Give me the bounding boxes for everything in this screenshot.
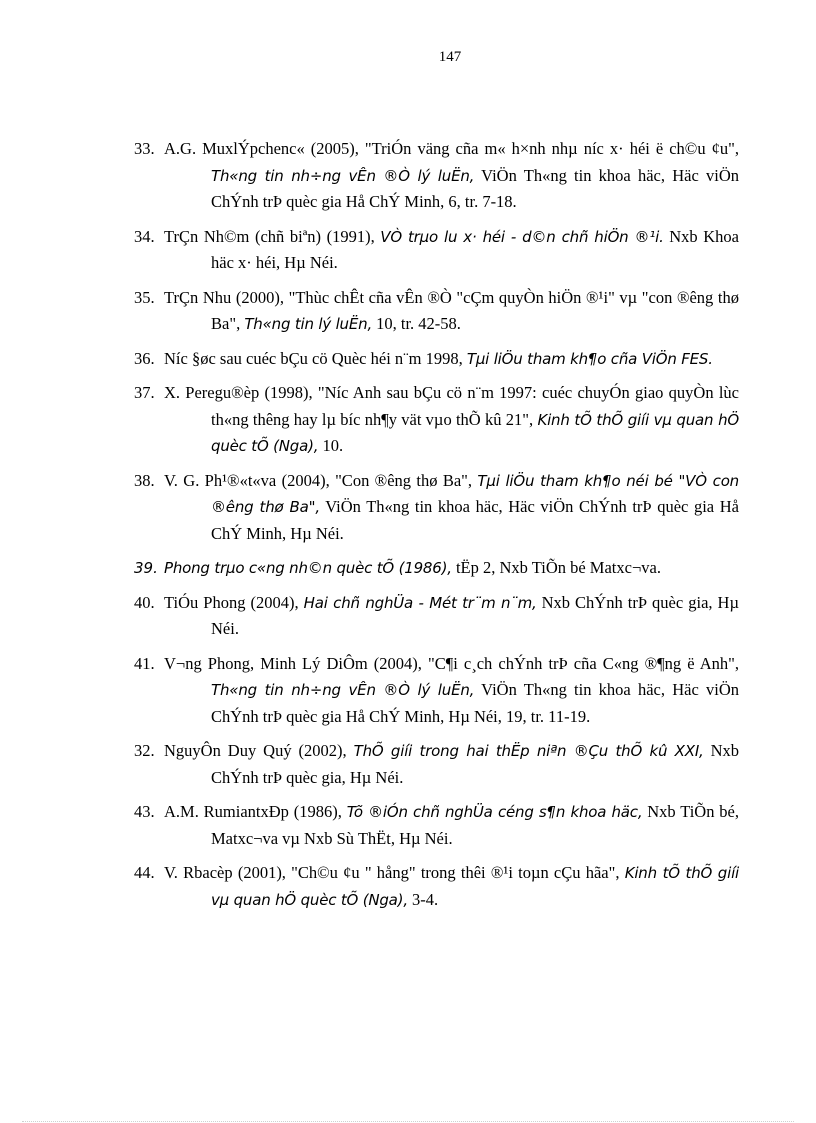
reference-entry: [134, 136, 739, 216]
reference-text: NguyÔn Duy Quý (2002),: [164, 741, 354, 760]
reference-entry: [134, 380, 739, 460]
reference-number: 32.: [134, 741, 155, 760]
reference-text: A.M. RumiantxÐp (1986),: [164, 802, 347, 821]
reference-entry: [134, 285, 739, 338]
reference-title-italic: Th«ng tin nh÷ng vÊn ®Ò lý luËn,: [211, 166, 475, 185]
reference-number: 38.: [134, 470, 155, 490]
reference-text: ViÖn Th«ng tin khoa häc, Häc viÖn ChÝnh trÞ quèc gia Hå ChÝ Minh, Hµ Néi.: [211, 497, 739, 543]
reference-title-italic: VÒ trµo lu x· héi - d©n chñ hiÖn ®¹i.: [380, 227, 664, 246]
reference-text: Nxb TiÕn bé, Matxc¬va vµ Nxb Sù ThËt, Hµ Néi.: [211, 802, 739, 848]
reference-number: 39.: [134, 559, 158, 577]
reference-number: 43.: [134, 802, 155, 821]
reference-text: X. Peregu®èp (1998), "Níc Anh sau bÇu cö n¨m 1997: cuéc chuyÓn giao quyÒn lùc th«ng thêng hay lµ bíc nh¶y vät vµo thÕ kû 21",: [164, 383, 739, 429]
reference-title-italic: Kinh tÕ thÕ giíi vµ quan hÖ quèc tÕ (Nga),: [211, 410, 740, 455]
reference-title-italic: Tõ ®iÓn chñ nghÜa céng s¶n khoa häc,: [346, 803, 643, 821]
reference-text: ViÖn Th«ng tin khoa häc, Häc viÖn ChÝnh trÞ quèc gia Hå ChÝ Minh, Hµ Néi, 19, tr. 11-19.: [211, 680, 739, 726]
reference-number: 33.: [134, 139, 155, 158]
reference-entry: [134, 651, 739, 731]
reference-text: TrÇn Nhu (2000), "Thùc chÊt cña vÊn ®Ò "cÇm quyÒn hiÖn ®¹i" vµ "con ®êng thø Ba",: [164, 287, 739, 333]
reference-entry: [134, 224, 739, 277]
reference-number: 35.: [134, 287, 155, 307]
reference-text: Nxb ChÝnh trÞ quèc gia, Hµ Néi.: [211, 592, 739, 638]
reference-title-italic: Hai chñ nghÜa - Mét tr¨m n¨m,: [303, 593, 537, 612]
reference-text: V. G. Ph¹®«t«va (2004), "Con ®êng thø Ba",: [164, 470, 478, 490]
reference-entry: [134, 555, 739, 582]
reference-list: [134, 136, 739, 921]
reference-text: V. Rbacèp (2001), "Ch©u ¢u " hång" trong thêi ®¹i toµn cÇu hãa",: [164, 863, 625, 882]
reference-title-italic: Kinh tÕ thÕ giíi vµ quan hÖ quèc tÕ (Nga),: [211, 864, 740, 909]
reference-number: 41.: [134, 653, 155, 673]
reference-text: 10, tr. 42-58.: [372, 314, 461, 333]
reference-entry: [134, 346, 739, 373]
reference-text: tËp 2, Nxb TiÕn bé Matxc¬va.: [451, 558, 661, 577]
reference-entry: [134, 860, 739, 913]
reference-text: Nxb ChÝnh trÞ quèc gia, Hµ Néi.: [211, 741, 740, 787]
reference-text: TrÇn Nh©m (chñ biªn) (1991),: [164, 226, 381, 246]
reference-text: ViÖn Th«ng tin khoa häc, Häc viÖn ChÝnh trÞ quèc gia Hå ChÝ Minh, 6, tr. 7-18.: [211, 165, 739, 211]
reference-text: TiÓu Phong (2004),: [164, 592, 304, 612]
reference-title-italic: Phong trµo c«ng nh©n quèc tÕ (1986),: [164, 559, 452, 577]
reference-title-italic: Tµi liÖu tham kh¶o cña ViÖn FES.: [466, 349, 713, 368]
reference-entry: [134, 799, 739, 852]
reference-number: 37.: [134, 383, 155, 402]
page-number: 147: [438, 49, 462, 65]
reference-number: 36.: [134, 348, 155, 368]
page-bottom-divider: [22, 1121, 794, 1122]
reference-text: A.G. MuxlÝpchenc« (2005), "TriÓn väng cña m« h×nh nhµ níc x· héi ë ch©u ¢u",: [164, 139, 739, 158]
reference-number: 34.: [134, 226, 155, 246]
reference-title-italic: ThÕ giíi trong hai thËp niªn ®Çu thÕ kû XXI,: [353, 742, 704, 760]
reference-title-italic: Tµi liÖu tham kh¶o néi bé "VÒ con ®êng thø Ba",: [211, 471, 739, 516]
reference-text: V¬ng Phong, Minh Lý DiÔm (2004), "C¶i c¸ch chÝnh trÞ cña C«ng ®¶ng ë Anh",: [164, 653, 739, 673]
reference-entry: [134, 738, 739, 791]
reference-text: Níc §øc sau cuéc bÇu cö Quèc héi n¨m 1998,: [164, 348, 467, 368]
reference-text: 3-4.: [407, 889, 439, 909]
reference-number: 44.: [134, 863, 155, 882]
reference-entry: [134, 468, 739, 548]
reference-number: 40.: [134, 592, 155, 612]
reference-entry: [134, 590, 739, 643]
reference-title-italic: Th«ng tin lý luËn,: [244, 315, 373, 333]
reference-text: Nxb Khoa häc x· héi, Hµ Néi.: [211, 226, 740, 272]
reference-text: 10.: [318, 436, 344, 455]
reference-title-italic: Th«ng tin nh÷ng vÊn ®Ò lý luËn,: [211, 681, 475, 699]
